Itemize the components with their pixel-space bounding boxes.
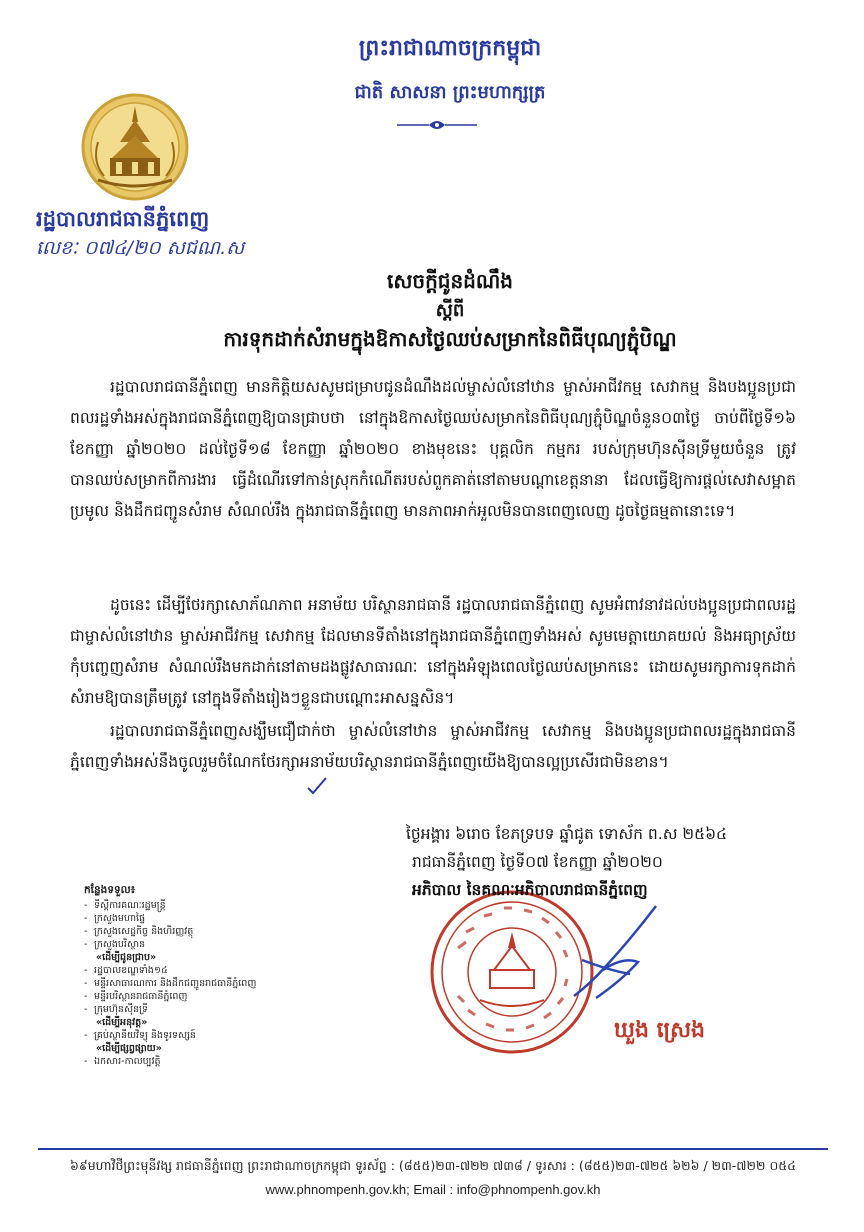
kingdom-title: ព្រះរាជាណាចក្រកម្ពុជា [358, 36, 542, 61]
document-subject: ការទុកដាក់សំរាមក្នុងឱកាសថ្ងៃឈប់សម្រាកនៃពិធីបុណ្យភ្ជុំបិណ្ឌ [223, 327, 677, 351]
distribution-item-text: ទីស្តីការគណៈរដ្ឋមន្ត្រី [94, 900, 166, 911]
reference-number: លេខៈ ០៧៤/២០ សជណ.ស [36, 237, 245, 259]
distribution-item [84, 1055, 354, 1068]
document-type-heading: សេចក្តីជូនដំណឹង [387, 269, 513, 293]
distribution-item-text: ក្រុមហ៊ុនស៊ីនទ្រី [94, 1004, 148, 1015]
bullet-dash: - [84, 1030, 88, 1041]
distribution-item [84, 1003, 354, 1016]
distribution-purpose-note [84, 1016, 354, 1029]
distribution-item-text: មន្ទីរសាធារណការ និងដឹកជញ្ជូនរាជធានីភ្នំពេញ [94, 978, 257, 989]
distribution-item-text: «ដើម្បីជូនជ្រាប» [96, 952, 157, 963]
lunar-date: ថ្ងៃអង្គារ ៦រោច ខែភទ្របទ ឆ្នាំជូត ទោស័ក ព.ស ២៥៦៤ [406, 825, 728, 843]
ornament-divider-icon [395, 118, 479, 132]
bullet-dash: - [84, 926, 88, 937]
distribution-item [84, 925, 354, 938]
bullet-dash: - [84, 1056, 88, 1067]
distribution-list [84, 884, 354, 1068]
distribution-item [84, 938, 354, 951]
initial-check-icon [306, 776, 328, 796]
distribution-item-text: «ដើម្បីអនុវត្ត» [96, 1017, 148, 1028]
distribution-item [84, 964, 354, 977]
bullet-dash: - [84, 900, 88, 911]
footer-address: ៦៩មហាវិថីព្រះមុនីវង្ស រាជធានីភ្នំពេញ ព្រះរាជាណាចក្រកម្ពុជា ទូរស័ព្ទ : (៨៥៥)២៣-៧២២ ៧៣៨ / ទូរសារ : (៨៥៥)២៣-៧២៥ ៦២៦ / ២៣-៧២២ ០៥៤ [70, 1158, 796, 1173]
distribution-purpose-note [84, 951, 354, 964]
footer-web-contact: www.phnompenh.gov.kh; Email : info@phnompenh.gov.kh [265, 1182, 601, 1197]
bullet-dash: - [84, 939, 88, 950]
phnom-penh-emblem-logo [80, 92, 190, 202]
distribution-item-text: «ដើម្បីផ្សព្វផ្សាយ» [96, 1043, 162, 1054]
distribution-item-text: មន្ទីរបរិស្ថានរាជធានីភ្នំពេញ [94, 991, 188, 1002]
solar-date: រាជធានីភ្នំពេញ ថ្ងៃទី០៧ ខែកញ្ញា ឆ្នាំ២០២០ [412, 853, 663, 871]
distribution-item-text: រដ្ឋបាលខណ្ឌទាំង១៤ [94, 965, 168, 976]
handwritten-signature [560, 900, 670, 1010]
signatory-title: អភិបាល នៃគណៈអភិបាលរាជធានីភ្នំពេញ [412, 881, 648, 899]
distribution-item [84, 912, 354, 925]
distribution-item-text: ឯកសារ-កាលប្បវត្តិ [94, 1056, 161, 1067]
distribution-item-text: ក្រសួងមហាផ្ទៃ [94, 913, 146, 924]
distribution-item [84, 1029, 354, 1042]
national-motto: ជាតិ សាសនា ព្រះមហាក្សត្រ [354, 82, 546, 103]
distribution-item [84, 977, 354, 990]
distribution-items [84, 899, 354, 1068]
distribution-item [84, 990, 354, 1003]
bullet-dash: - [84, 991, 88, 1002]
bullet-dash: - [84, 965, 88, 976]
body-paragraph-3: រដ្ឋបាលរាជធានីភ្នំពេញសង្ឃឹមជឿជាក់ថា ម្ចាស់លំនៅឋាន ម្ចាស់អាជីវកម្ម សេវាកម្ម និងបងប្អូនប្រជាពលរដ្ឋក្នុងរាជធានីភ្នំពេញទាំងអស់នឹងចូលរួមចំណែកថែរក្សាអនាម័យបរិស្ថានរាជធានីភ្នំពេញយើងឱ្យបានល្អប្រសើរជាមិនខាន។ [70, 722, 796, 771]
distribution-purpose-note [84, 1042, 354, 1055]
bullet-dash: - [84, 913, 88, 924]
distribution-item-text: ក្រសួងបរិស្ថាន [94, 939, 146, 950]
distribution-item-text: ក្រសួងសេដ្ឋកិច្ច និងហិរញ្ញវត្ថុ [94, 926, 194, 937]
regarding-label: ស្តីពី [435, 300, 465, 321]
signer-name: ឃួង ស្រេង [614, 1018, 706, 1043]
distribution-item [84, 899, 354, 912]
footer-divider [38, 1148, 828, 1150]
bullet-dash: - [84, 978, 88, 989]
body-paragraph-1: រដ្ឋបាលរាជធានីភ្នំពេញ មានកិត្តិយសសូមជម្រាបជូនដំណឹងដល់ម្ចាស់លំនៅឋាន ម្ចាស់អាជីវកម្ម សេវាកម្ម និងបងប្អូនប្រជាពលរដ្ឋទាំងអស់ក្នុងរាជធានីភ្នំពេញឱ្យបានជ្រាបថា នៅក្នុងឱកាសថ្ងៃឈប់សម្រាកនៃពិធីបុណ្យភ្ជុំបិណ្ឌចំនួន០៣ថ្ងៃ ចាប់ពីថ្ងៃទី១៦ ខែកញ្ញា ឆ្នាំ២០២០ ដល់ថ្ងៃទី១៨ ខែកញ្ញា ឆ្នាំ២០២០ ខាងមុខនេះ បុគ្គលិក កម្មករ របស់ក្រុមហ៊ុនស៊ីនទ្រីមួយចំនួន ត្រូវបានឈប់សម្រាកពីការងារ ធ្វើដំណើរទៅកាន់ស្រុកកំណើតរបស់ពួកគាត់នៅតាមបណ្តាខេត្តនានា ដែលធ្វើឱ្យការផ្តល់សេវាសម្អាត ប្រមូល និងដឹកជញ្ជូនសំរាម សំណល់រឹង ក្នុងរាជធានីភ្នំពេញ មានភាពអាក់អួលមិនបានពេញលេញ ដូចថ្ងៃធម្មតានោះទេ។ [70, 378, 796, 520]
distribution-item-text: គ្រប់ស្ថានីយវិទ្យុ និងទូរទស្សន៍ [94, 1030, 196, 1041]
bullet-dash: - [84, 1004, 88, 1015]
distribution-heading: កន្លែងទទួល៖ [84, 884, 136, 896]
issuing-authority: រដ្ឋបាលរាជធានីភ្នំពេញ [36, 207, 210, 231]
body-paragraph-2: ដូចនេះ ដើម្បីថែរក្សាសោភ័ណភាព អនាម័យ បរិស្ថានរាជធានី រដ្ឋបាលរាជធានីភ្នំពេញ សូមអំពាវនាវដល់បងប្អូនប្រជាពលរដ្ឋជាម្ចាស់លំនៅឋាន ម្ចាស់អាជីវកម្ម សេវាកម្ម ដែលមានទីតាំងនៅក្នុងរាជធានីភ្នំពេញទាំងអស់ សូមមេត្តាយោគយល់ និងអធ្យាស្រ័យ កុំបញ្ចេញសំរាម សំណល់រឹងមកដាក់នៅតាមដងផ្លូវសាធារណៈ នៅក្នុងអំឡុងពេលថ្ងៃឈប់សម្រាកនេះ ដោយសូមរក្សាការទុកដាក់សំរាមឱ្យបានត្រឹមត្រូវ នៅក្នុងទីតាំងរៀងៗខ្លួនជាបណ្តោះអាសន្នសិន។ [70, 596, 796, 707]
